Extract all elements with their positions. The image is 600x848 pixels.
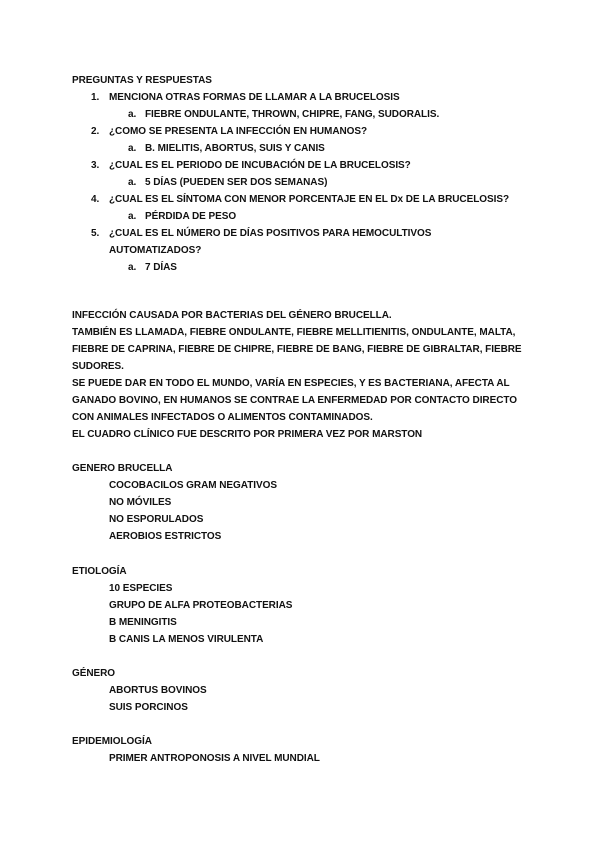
list-item: NO ESPORULADOS <box>109 514 204 525</box>
question-number: 5. <box>91 228 100 239</box>
question-text: ¿CUAL ES EL SÍNTOMA CON MENOR PORCENTAJE EN EL Dx DE LA BRUCELOSIS? <box>109 194 510 205</box>
list-item: GRUPO DE ALFA PROTEOBACTERIAS <box>109 600 293 611</box>
section-heading-genero: GÉNERO <box>72 668 116 679</box>
answer-text: PÉRDIDA DE PESO <box>145 211 237 222</box>
question-text: MENCIONA OTRAS FORMAS DE LLAMAR A LA BRUCELOSIS <box>109 92 400 103</box>
answer-text: B. MIELITIS, ABORTUS, SUIS Y CANIS <box>145 143 325 154</box>
answer-marker: a. <box>128 262 137 273</box>
intro-line: INFECCIÓN CAUSADA POR BACTERIAS DEL GÉNERO BRUCELLA. <box>72 310 392 321</box>
question-number: 1. <box>91 92 100 103</box>
list-item: SUIS PORCINOS <box>109 702 188 713</box>
intro-line: FIEBRE DE CAPRINA, FIEBRE DE CHIPRE, FIEBRE DE BANG, FIEBRE DE GIBRALTAR, FIEBRE <box>72 344 522 355</box>
qa-title: PREGUNTAS Y RESPUESTAS <box>72 75 212 86</box>
answer-text: FIEBRE ONDULANTE, THROWN, CHIPRE, FANG, SUDORALIS. <box>145 109 440 120</box>
list-item: PRIMER ANTROPONOSIS A NIVEL MUNDIAL <box>109 753 320 764</box>
section-heading-genero-brucella: GENERO BRUCELLA <box>72 463 173 474</box>
question-number: 2. <box>91 126 100 137</box>
section-heading-epidemiologia: EPIDEMIOLOGÍA <box>72 736 152 747</box>
question-text-continued: AUTOMATIZADOS? <box>109 245 202 256</box>
answer-marker: a. <box>128 177 137 188</box>
question-text: ¿CUAL ES EL NÚMERO DE DÍAS POSITIVOS PARA HEMOCULTIVOS <box>109 228 432 239</box>
answer-text: 5 DÍAS (PUEDEN SER DOS SEMANAS) <box>145 177 328 188</box>
intro-line: EL CUADRO CLÍNICO FUE DESCRITO POR PRIMERA VEZ POR MARSTON <box>72 429 423 440</box>
list-item: B MENINGITIS <box>109 617 177 628</box>
question-number: 4. <box>91 194 100 205</box>
intro-line: GANADO BOVINO, EN HUMANOS SE CONTRAE LA ENFERMEDAD POR CONTACTO DIRECTO <box>72 395 517 406</box>
list-item: ABORTUS BOVINOS <box>109 685 207 696</box>
question-number: 3. <box>91 160 100 171</box>
answer-marker: a. <box>128 109 137 120</box>
list-item: 10 ESPECIES <box>109 583 173 594</box>
answer-text: 7 DÍAS <box>145 262 177 273</box>
list-item: AEROBIOS ESTRICTOS <box>109 531 222 542</box>
list-item: COCOBACILOS GRAM NEGATIVOS <box>109 480 277 491</box>
question-text: ¿CUAL ES EL PERIODO DE INCUBACIÓN DE LA BRUCELOSIS? <box>109 160 411 171</box>
list-item: B CANIS LA MENOS VIRULENTA <box>109 634 264 645</box>
section-heading-etiologia: ETIOLOGÍA <box>72 566 127 577</box>
intro-line: SUDORES. <box>72 361 124 372</box>
intro-line: TAMBIÉN ES LLAMADA, FIEBRE ONDULANTE, FIEBRE MELLITIENITIS, ONDULANTE, MALTA, <box>72 327 516 338</box>
list-item: NO MÓVILES <box>109 497 172 508</box>
intro-line: CON ANIMALES INFECTADOS O ALIMENTOS CONTAMINADOS. <box>72 412 373 423</box>
question-text: ¿COMO SE PRESENTA LA INFECCIÓN EN HUMANOS? <box>109 126 368 137</box>
answer-marker: a. <box>128 143 137 154</box>
intro-line: SE PUEDE DAR EN TODO EL MUNDO, VARÍA EN ESPECIES, Y ES BACTERIANA, AFECTA AL <box>72 378 510 389</box>
answer-marker: a. <box>128 211 137 222</box>
